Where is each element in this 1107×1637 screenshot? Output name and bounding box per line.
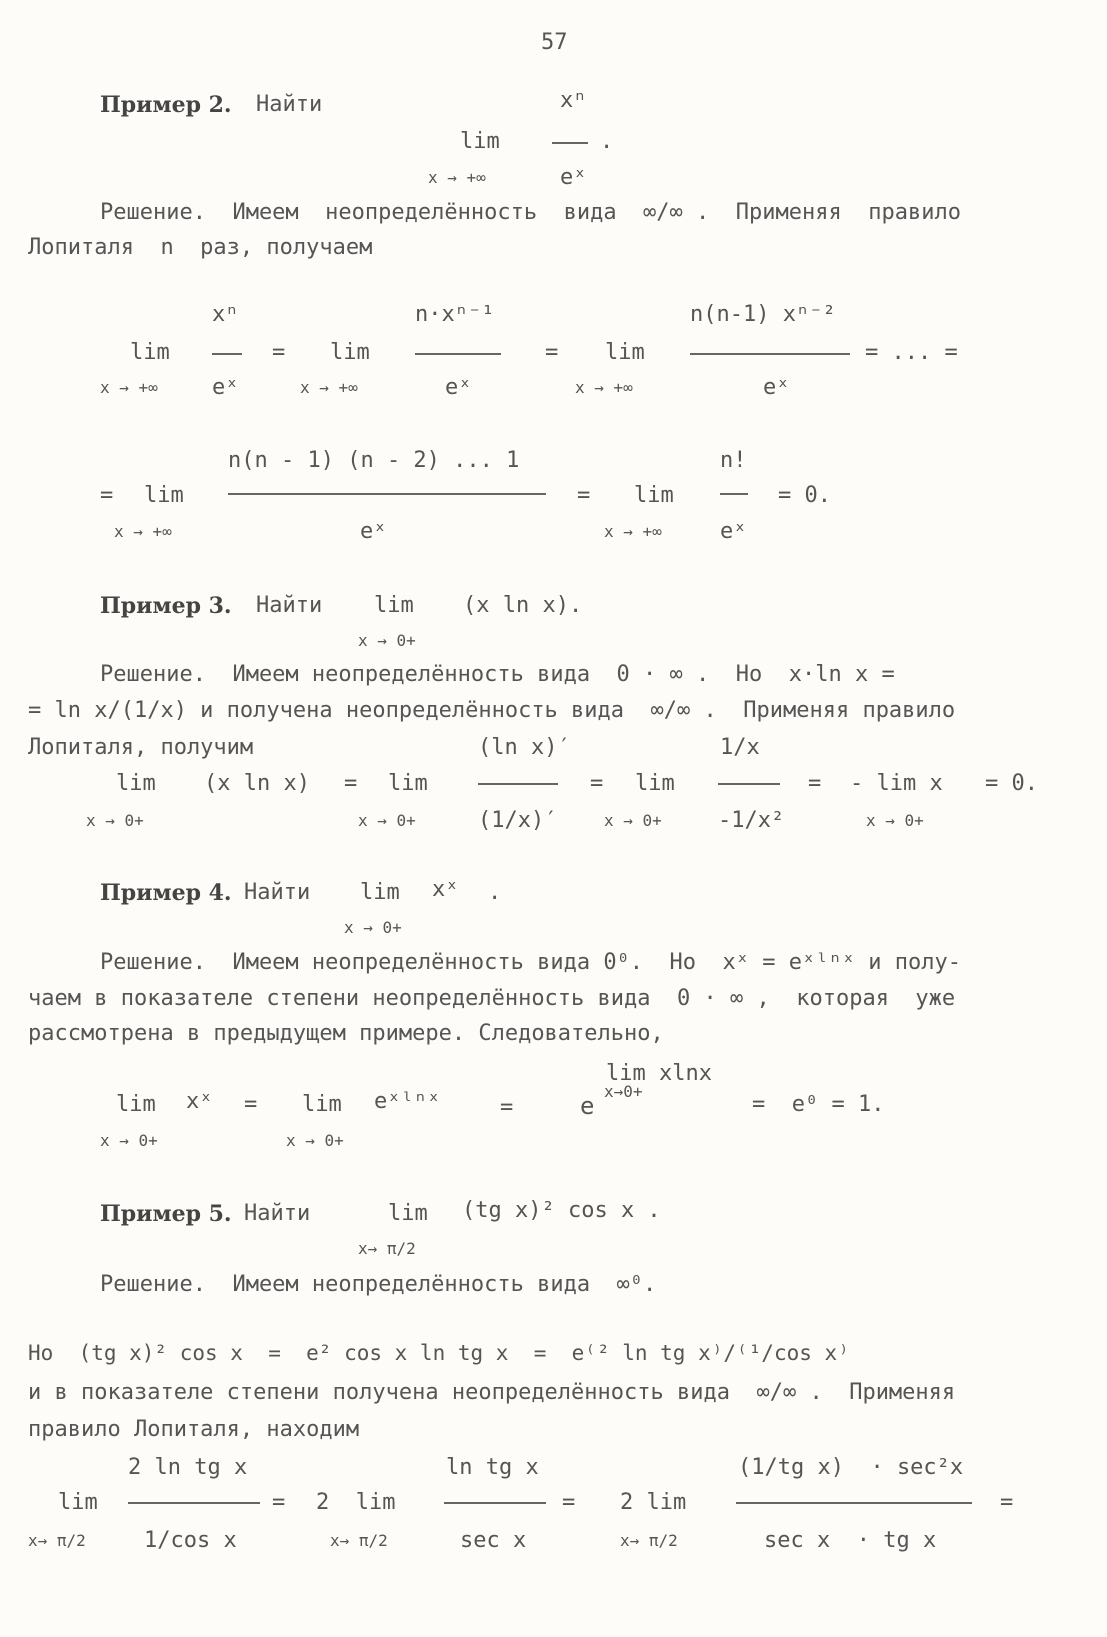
ex2-f2-sub-1: x → +∞ [114,522,172,541]
ex3-solution-line-3: Лопиталя, получим [28,735,254,760]
example-3-heading: Пример 3. [100,593,232,619]
ex2-f1-bar-2 [415,353,501,355]
ex4-solution-line-2: чаем в показателе степени неопределённость вида 0 · ∞ , которая уже [28,986,956,1011]
ex4-f-sub-1: x → 0+ [100,1131,158,1150]
ex3-f-sub-2: x → 0+ [358,811,416,830]
ex3-subscript: x → 0+ [358,631,416,650]
ex2-fraction-bar [552,142,588,144]
ex4-f-tail: = e⁰ = 1. [752,1092,885,1117]
ex5-line-3: правило Лопиталя, находим [28,1417,360,1442]
ex3-f-expr-1: (x ln x) [204,771,310,796]
ex3-f-den-2: (1/x)′ [478,808,558,833]
ex3-f-tail: = 0. [985,771,1038,796]
ex4-f-x-1: xˣ [186,1089,213,1114]
ex2-f1-den-1: eˣ [212,375,239,400]
ex4-f-sub-2: x → 0+ [286,1131,344,1150]
ex2-f1-sub-3: x → +∞ [575,378,633,397]
ex2-f2-num-1: n(n - 1) (n - 2) ... 1 [228,448,520,473]
example-4-heading: Пример 4. [100,880,232,906]
ex4-solution-line-1: Решение. Имеем неопределённость вида 0⁰. Но xˣ = eˣˡⁿˣ и полу- [100,950,961,975]
ex4-lim: lim [360,880,400,905]
ex3-f-sub-1: x → 0+ [86,811,144,830]
example-3-find: Найти [256,593,323,618]
ex5-line-1: Но (tg x)² cos x = e² cos x ln tg x = e⁽² ln tg x⁾/⁽¹/cos x⁾ [28,1341,850,1365]
ex5-f-den-2: sec x [460,1528,527,1553]
ex2-f1-bar-1 [212,353,242,355]
ex3-f-lim-2: lim [388,771,428,796]
ex2-f1-tail: = ... = [865,340,958,365]
ex2-f1-eq-1: = [272,340,286,365]
example-5-heading: Пример 5. [100,1201,232,1227]
ex2-solution-line-2: Лопиталя n раз, получаем [28,235,373,260]
ex5-f-eq-3: = [1000,1490,1014,1515]
ex3-expression: (x ln x). [463,593,583,618]
ex5-solution-line-1: Решение. Имеем неопределённость вида ∞⁰. [100,1272,657,1297]
ex2-f1-sub-1: x → +∞ [100,378,158,397]
ex3-f-lim-3: lim [635,771,675,796]
ex5-f-lim-2: 2 lim [316,1490,396,1515]
ex4-f-eq-2: = [500,1095,514,1120]
ex3-f-num-3: 1/x [720,735,760,760]
ex2-subscript: x → +∞ [428,168,486,187]
ex5-lim: lim [388,1201,428,1226]
ex5-f-lim-3: 2 lim [620,1490,687,1515]
ex2-dot: . [600,129,614,154]
example-2-find: Найти [256,92,323,117]
ex4-f-e-3: e [580,1092,595,1120]
ex5-f-sub-3: x→ π/2 [620,1531,678,1550]
ex5-f-bar-3 [736,1502,972,1504]
ex5-f-eq-1: = [272,1490,286,1515]
ex3-f-lim-1: lim [116,771,156,796]
ex5-f-sub-1: x→ π/2 [28,1531,86,1550]
ex3-solution-line-2: = ln x/(1/x) и получена неопределённость вида ∞/∞ . Применяя правило [28,698,956,723]
ex4-f-eq-1: = [244,1092,258,1117]
ex3-f-eq-1: = [344,771,358,796]
ex2-f1-num-2: n·xⁿ⁻¹ [415,302,495,327]
ex3-f-sub-4: x → 0+ [866,811,924,830]
ex2-f1-den-3: eˣ [763,375,790,400]
ex2-f2-num-2: n! [720,448,747,473]
ex2-solution-line-1: Решение. Имеем неопределённость вида ∞/∞ . Применяя правило [100,200,961,225]
ex3-f-eq-2: = [590,771,604,796]
example-5-find: Найти [244,1201,311,1226]
ex3-solution-line-1: Решение. Имеем неопределённость вида 0 · ∞ . Но x·ln x = [100,662,895,687]
ex5-f-den-3: sec x · tg x [764,1528,937,1553]
ex2-f1-num-3: n(n-1) xⁿ⁻² [690,302,836,327]
ex3-f-eq-3: = [808,771,822,796]
ex3-f-lim-4: - lim x [850,771,943,796]
ex5-f-den-1: 1/cos x [144,1528,237,1553]
ex3-f-num-2: (ln x)′ [478,735,571,760]
ex5-f-lim-1: lim [58,1490,98,1515]
ex4-f-lim-1: lim [116,1092,156,1117]
ex2-f2-bar-2 [720,493,748,495]
ex5-f-eq-2: = [562,1490,576,1515]
ex2-f1-den-2: eˣ [445,375,472,400]
ex2-f2-den-2: eˣ [720,519,747,544]
ex3-f-sub-3: x → 0+ [604,811,662,830]
ex5-subscript: x→ π/2 [358,1239,416,1258]
ex2-f2-lim-2: lim [634,483,674,508]
ex2-lim: lim [460,129,500,154]
ex2-f2-bar-1 [228,493,546,495]
ex5-line-2: и в показателе степени получена неопределённость вида ∞/∞ . Применяя [28,1380,956,1405]
ex2-numerator: xⁿ [560,88,587,113]
ex2-f2-sub-2: x → +∞ [604,522,662,541]
ex3-f-den-3: -1/x² [718,808,785,833]
ex4-f-e-2: eˣˡⁿˣ [374,1089,441,1114]
ex5-expression: (tg x)² cos x . [462,1198,661,1223]
ex4-f-exponent-sub: x→0+ [604,1082,643,1101]
ex2-denominator: eˣ [560,165,587,190]
ex4-solution-line-3: рассмотрена в предыдущем примере. Следовательно, [28,1021,664,1046]
example-4-find: Найти [244,880,311,905]
ex5-f-num-3: (1/tg x) · sec²x [738,1455,964,1480]
ex5-f-sub-2: x→ π/2 [330,1531,388,1550]
ex3-f-bar-2 [478,783,558,785]
ex2-f2-tail: = 0. [778,483,831,508]
ex3-f-bar-3 [718,783,780,785]
ex2-f1-sub-2: x → +∞ [300,378,358,397]
ex2-f2-den-1: eˣ [360,519,387,544]
ex4-f-lim-2: lim [302,1092,342,1117]
ex5-f-bar-2 [444,1502,546,1504]
ex2-f1-lim-1: lim [130,340,170,365]
ex4-dot: . [488,880,502,905]
ex4-subscript: x → 0+ [344,918,402,937]
ex5-f-bar-1 [128,1502,260,1504]
ex2-f2-lim-1: lim [144,483,184,508]
ex2-f1-lim-3: lim [605,340,645,365]
ex2-f1-bar-3 [690,353,850,355]
example-2-heading: Пример 2. [100,92,232,118]
ex3-lim: lim [374,593,414,618]
ex2-f1-lim-2: lim [330,340,370,365]
page-number: 57 [541,30,568,55]
ex5-f-num-1: 2 ln tg x [128,1455,248,1480]
ex2-f2-eq-0: = [100,483,114,508]
ex2-f1-num-1: xⁿ [212,302,239,327]
ex2-f2-eq-1: = [577,483,591,508]
ex4-expression: xˣ [432,877,459,902]
ex2-f1-eq-2: = [545,340,559,365]
ex5-f-num-2: ln tg x [446,1455,539,1480]
ex4-f-exponent-lim: lim xlnx [606,1061,712,1086]
